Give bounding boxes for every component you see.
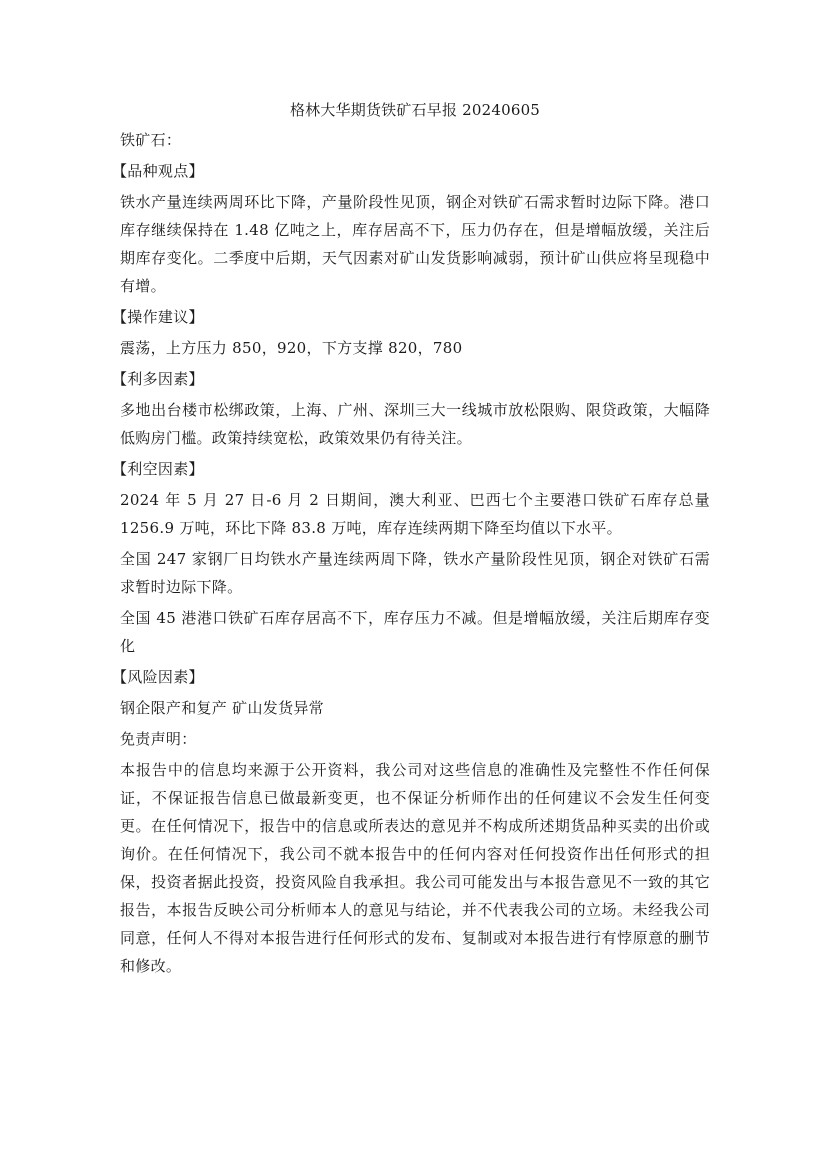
bearish-item: 2024 年 5 月 27 日-6 月 2 日期间，澳大利亚、巴西七个主要港口铁矿石库存总量 1256.9 万吨，环比下降 83.8 万吨，库存连续两期下降至均值以下水平。 <box>120 491 710 537</box>
disclaimer-text: 本报告中的信息均来源于公开资料，我公司对这些信息的准确性及完整性不作任何保证，不保证报告信息已做最新变更，也不保证分析师作出的任何建议不会发生任何变更。在任何情况下，报告中的信息或所表达的意见并不构成所述期货品种买卖的出价或询价。在任何情况下，我公司不就本报告中的任何内容对任何投资作出任何形式的担保，投资者据此投资，投资风险自我承担。我公司可能发出与本报告意见不一致的其它报告，本报告反映公司分析师本人的意见与结论，并不代表我公司的立场。未经我公司同意，任何人不得对本报告进行任何形式的发布、复制或对本报告进行有悖原意的删节和修改。 <box>120 761 710 975</box>
risk-heading: 【风险因素】 <box>112 668 204 686</box>
document-page <box>112 99 710 986</box>
disclaimer-heading: 免责声明： <box>120 730 197 748</box>
commodity-label: 铁矿石： <box>120 131 182 149</box>
bearish-item: 全国 45 港港口铁矿石库存居高不下，库存压力不减。但是增幅放缓，关注后期库存变化 <box>120 609 710 655</box>
view-text: 铁水产量连续两周环比下降，产量阶段性见顶，钢企对铁矿石需求暂时边际下降。港口库存继续保持在 1.48 亿吨之上，库存居高不下，压力仍存在，但是增幅放缓，关注后期库存变化。二季度中后期，天气因素对矿山发货影响减弱，预计矿山供应将呈现稳中有增。 <box>120 193 710 295</box>
bullish-heading: 【利多因素】 <box>112 370 204 388</box>
bearish-heading: 【利空因素】 <box>112 460 204 478</box>
advice-text: 震荡，上方压力 850，920，下方支撑 820，780 <box>120 339 463 357</box>
advice-heading: 【操作建议】 <box>112 308 204 326</box>
view-heading: 【品种观点】 <box>112 162 204 180</box>
report-title: 格林大华期货铁矿石早报 20240605 <box>289 101 541 119</box>
bearish-item: 全国 247 家钢厂日均铁水产量连续两周下降，铁水产量阶段性见顶，钢企对铁矿石需求暂时边际下降。 <box>120 550 710 596</box>
risk-text: 钢企限产和复产 矿山发货异常 <box>120 699 324 717</box>
bullish-text: 多地出台楼市松绑政策，上海、广州、深圳三大一线城市放松限购、限贷政策，大幅降低购房门槛。政策持续宽松，政策效果仍有待关注。 <box>120 401 710 447</box>
